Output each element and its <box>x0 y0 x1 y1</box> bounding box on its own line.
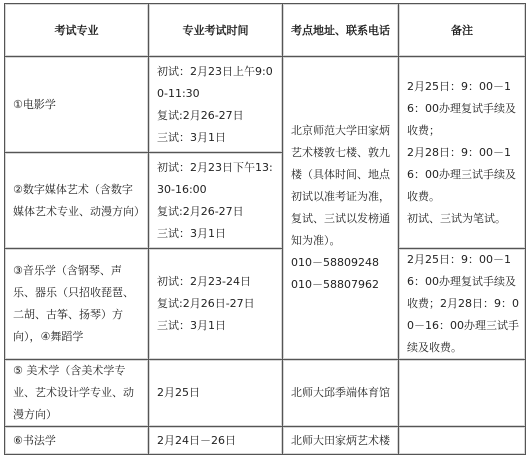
exam-time-line: 三试：3月1日 <box>157 130 226 144</box>
merged-location-content <box>283 120 398 296</box>
phone-number: 010－58809248 <box>291 256 379 269</box>
exam-time-line: 复试:2月26-27日 <box>157 204 244 218</box>
notes-line: 2月28日：9：00－16：00办理三试手续及收费。 <box>407 145 516 203</box>
exam-time-line: 复试:2月26日-27日 <box>157 297 255 310</box>
exam-time-cell <box>149 427 283 455</box>
exam-time-line: 2月24日－26日 <box>157 433 236 447</box>
exam-time-lines <box>149 61 282 149</box>
major-text: ⑥书法学 <box>13 433 56 447</box>
location-description: 北京师范大学田家炳艺术楼敦七楼、敦九楼（具体时间、地点初试以准考证为准，复试、三试以发榜通知为准）。 <box>291 124 390 247</box>
header-major: 考试专业 <box>5 4 149 57</box>
major-text: ②数字媒体艺术（含数字媒体艺术专业、动漫方向） <box>13 182 145 218</box>
exam-time-line: 复试:2月26-27日 <box>157 108 244 122</box>
notes-text: 2月25日：9：00－16：00办理复试手续及收费；2月28日：9：00－16：00办理三试手续及收费。 <box>407 253 519 354</box>
exam-time-lines <box>149 157 282 245</box>
exam-time-cell <box>149 153 283 249</box>
exam-time-cell <box>149 360 283 427</box>
header-location-text: 考点地址、联系电话 <box>291 23 390 37</box>
exam-time-line: 三试：3月1日 <box>157 226 226 240</box>
exam-time-line: 初试：2月23日上午9:00-11:30 <box>157 64 273 100</box>
major-cell <box>5 427 149 455</box>
location-text: 北师大邱季端体育馆 <box>291 386 390 399</box>
header-location <box>283 4 399 57</box>
table-row <box>5 427 526 455</box>
header-row <box>5 4 526 57</box>
notes-cell <box>399 249 526 360</box>
exam-time-cell <box>149 57 283 153</box>
merged-location-cell <box>283 57 399 360</box>
notes-line: 初试、三试为笔试。 <box>407 211 506 225</box>
table-row <box>5 249 526 360</box>
location-cell <box>283 427 399 455</box>
exam-time-line: 2月25日 <box>157 386 200 399</box>
notes-cell <box>399 57 526 249</box>
major-cell <box>5 249 149 360</box>
exam-time-line: 三试：3月1日 <box>157 319 226 332</box>
major-cell <box>5 57 149 153</box>
exam-time-lines <box>149 271 282 337</box>
table-row <box>5 360 526 427</box>
major-text: ⑤ 美术学（含美术学专业、艺术设计学专业、动漫方向） <box>13 364 134 421</box>
exam-schedule-table <box>4 3 526 455</box>
major-cell <box>5 153 149 249</box>
major-text: ③音乐学（含钢琴、声乐、器乐（只招收琵琶、二胡、古筝、扬琴）方向），④舞蹈学 <box>13 264 134 343</box>
location-cell <box>283 360 399 427</box>
notes-cell-empty <box>399 360 526 427</box>
notes-cell-empty <box>399 427 526 455</box>
header-notes: 备注 <box>399 4 526 57</box>
notes-line: 2月25日：9：00－16：00办理复试手续及收费； <box>407 79 516 137</box>
exam-time-line: 初试：2月23日下午13:30-16:00 <box>157 160 273 196</box>
major-text: ①电影学 <box>13 97 56 111</box>
header-exam-time: 专业考试时间 <box>149 4 283 57</box>
table-row <box>5 57 526 153</box>
exam-time-line: 初试：2月23-24日 <box>157 275 251 288</box>
exam-time-cell <box>149 249 283 360</box>
notes-content <box>399 76 525 230</box>
location-text: 北师大田家炳艺术楼 <box>291 433 390 447</box>
major-cell <box>5 360 149 427</box>
phone-number: 010－58807962 <box>291 278 379 291</box>
